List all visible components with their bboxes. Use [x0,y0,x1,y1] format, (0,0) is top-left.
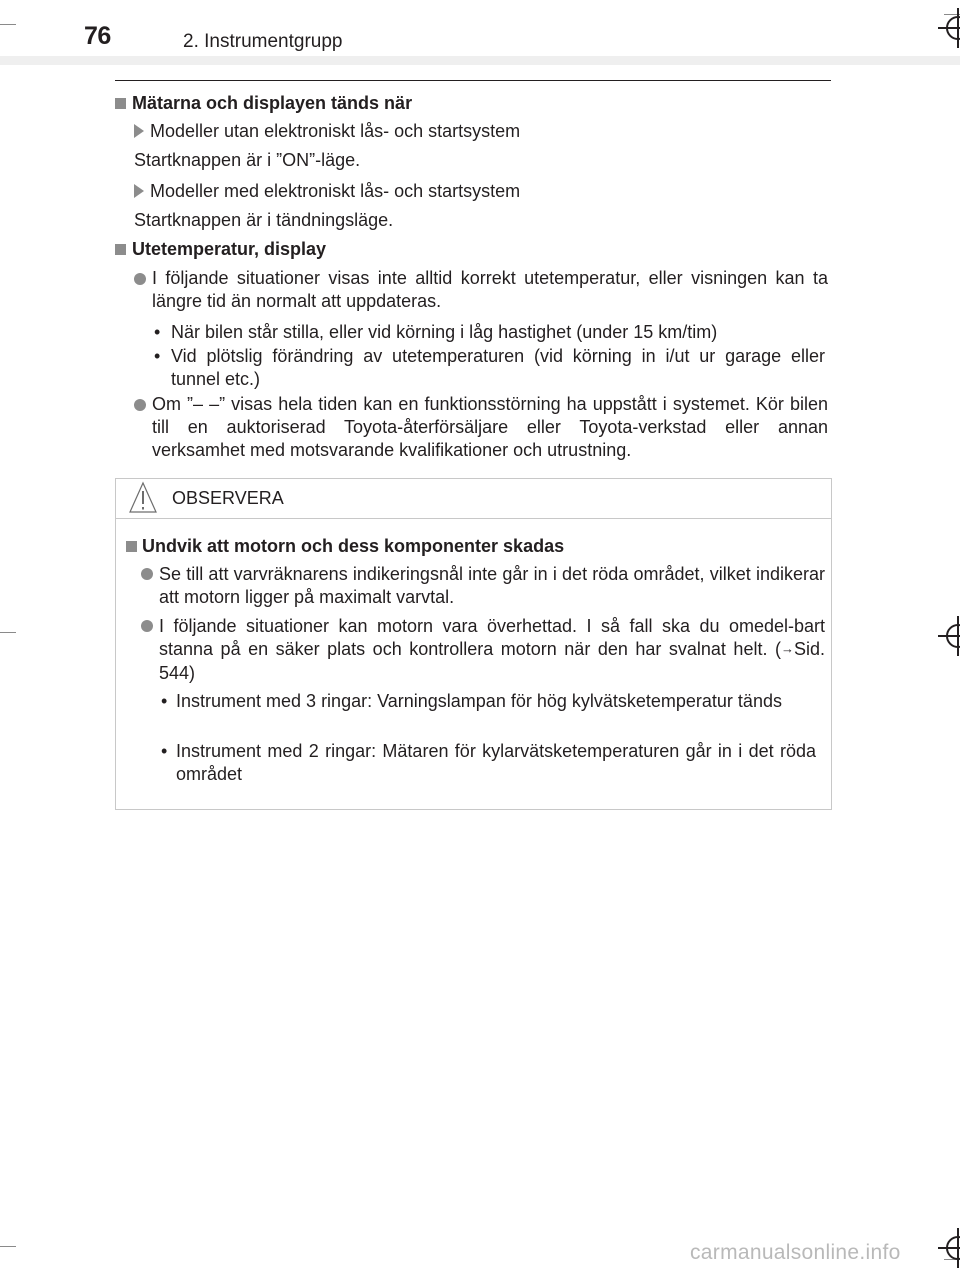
model-triangle-icon [134,184,144,198]
crop-mark [0,632,16,633]
page-reference[interactable]: Sid. 544) [159,639,825,683]
crop-mark [0,24,16,25]
paragraph: I följande situationer visas inte alltid korrekt utetemperatur, eller visningen kan ta längre tid än normalt att uppdateras. [152,268,828,311]
section-square-icon [115,244,126,255]
model-text: Startknappen är i tändningsläge. [134,210,394,230]
watermark: carmanualsonline.info [690,1241,901,1264]
model-text: Startknappen är i ”ON”-läge. [134,150,361,170]
section-square-icon [115,98,126,109]
header-divider [115,80,831,81]
notice-divider [116,518,831,519]
registration-mark-icon [946,624,960,648]
paragraph-text: I följande situationer kan motorn vara överhettad. I så fall ska du omedel-bart stanna på en säker plats och kontrollera motorn när den har svalnat helt. ( [159,616,825,659]
model-label: Modeller utan elektroniskt lås- och startsystem [150,121,521,141]
header-band [0,56,960,65]
bullet-dot-icon [134,273,146,285]
list-item: Instrument med 2 ringar: Mätaren för kylarvätsketemperaturen går in i det röda området [176,741,816,784]
warning-triangle-icon [128,481,158,515]
paragraph [159,615,825,685]
list-item: Instrument med 3 ringar: Varningslampan för hög kylvätsketemperatur tänds [176,691,782,711]
arrow-icon: → [780,641,794,656]
model-triangle-icon [134,124,144,138]
list-item: Vid plötslig förändring av utetemperaturen (vid körning in i/ut ur garage eller tunnel etc.) [171,346,825,389]
bullet-dot-icon [134,399,146,411]
registration-mark-icon [946,16,960,40]
paragraph: Om ”– –” visas hela tiden kan en funktionsstörning ha uppstått i systemet. Kör bilen till en auktoriserad Toyota-återförsäljare eller Toyota-verkstad eller annan verksamhet med motsvarande kvalifikationer och utrustning. [152,394,828,460]
bullet-icon: • [161,691,168,711]
section-heading: Mätarna och displayen tänds när [132,93,413,113]
section-heading: Utetemperatur, display [132,239,327,259]
notice-box [115,478,832,810]
notice-heading: Undvik att motorn och dess komponenter skadas [142,536,565,556]
bullet-icon: • [161,741,168,761]
bullet-icon: • [154,322,161,342]
model-label: Modeller med elektroniskt lås- och startsystem [150,181,521,201]
list-item: När bilen står stilla, eller vid körning i låg hastighet (under 15 km/tim) [171,322,718,342]
registration-mark-icon [946,1236,960,1260]
page-number: 76 [84,22,111,50]
bullet-dot-icon [141,568,153,580]
chapter-title: 2. Instrumentgrupp [183,31,343,52]
paragraph: Se till att varvräknarens indikeringsnål inte går in i det röda området, vilket indikerar att motorn ligger på maximalt varvtal. [159,564,825,607]
section-square-icon [126,541,137,552]
notice-title: OBSERVERA [172,488,284,508]
bullet-icon: • [154,346,161,366]
crop-mark [0,1246,16,1247]
bullet-dot-icon [141,620,153,632]
